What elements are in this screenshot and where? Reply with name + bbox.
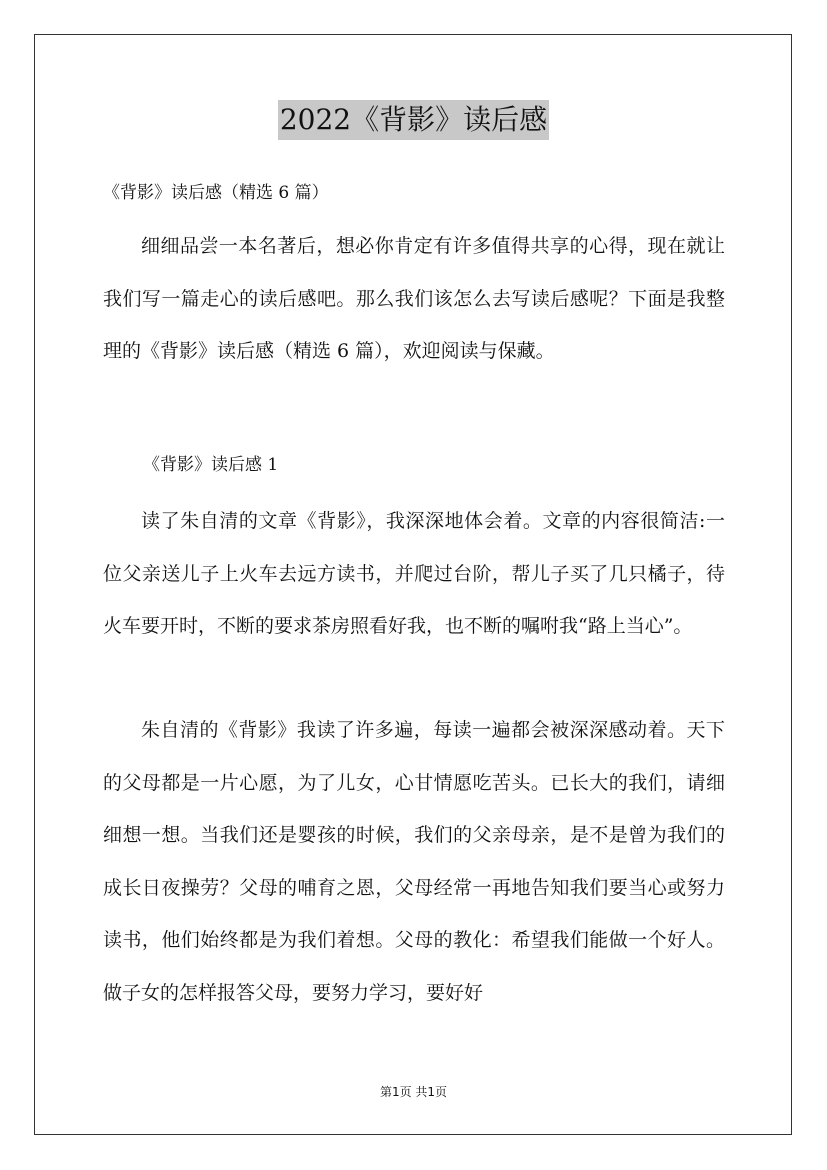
page-footer: 第1页 共1页 [379, 1085, 448, 1099]
document-title: 2022《背影》读后感 [278, 100, 549, 140]
body-paragraph-1: 读了朱自清的文章《背影》，我深深地体会着。文章的内容很简洁:一位父亲送儿子上火车去远方读书，并爬过台阶，帮儿子买了几只橘子，待火车要开时，不断的要求茶房照看好我，也不断的嘱咐我“路上当心”。 [103, 510, 725, 637]
body-paragraph-2: 朱自清的《背影》我读了许多遍，每读一遍都会被深深感动着。天下的父母都是一片心愿，为了儿女，心甘情愿吃苦头。已长大的我们，请细细想一想。当我们还是婴孩的时候，我们的父亲母亲，是不是曾为我们的成长日夜操劳？父母的哺育之恩，父母经常一再地告知我们要当心或努力读书，他们始终都是为我们着想。父母的教化：希望我们能做一个好人。做子女的怎样报答父母，要努力学习，要好好 [103, 719, 725, 1004]
intro-paragraph: 细细品尝一本名著后，想必你肯定有许多值得共享的心得，现在就让我们写一篇走心的读后感吧。那么我们该怎么去写读后感呢？下面是我整理的《背影》读后感（精选 6 篇），欢迎阅读与保藏。 [103, 235, 725, 362]
document-subtitle: 《背影》读后感（精选 6 篇） [103, 183, 329, 203]
title-container [0, 100, 827, 140]
section-heading: 《背影》读后感 1 [143, 455, 279, 475]
